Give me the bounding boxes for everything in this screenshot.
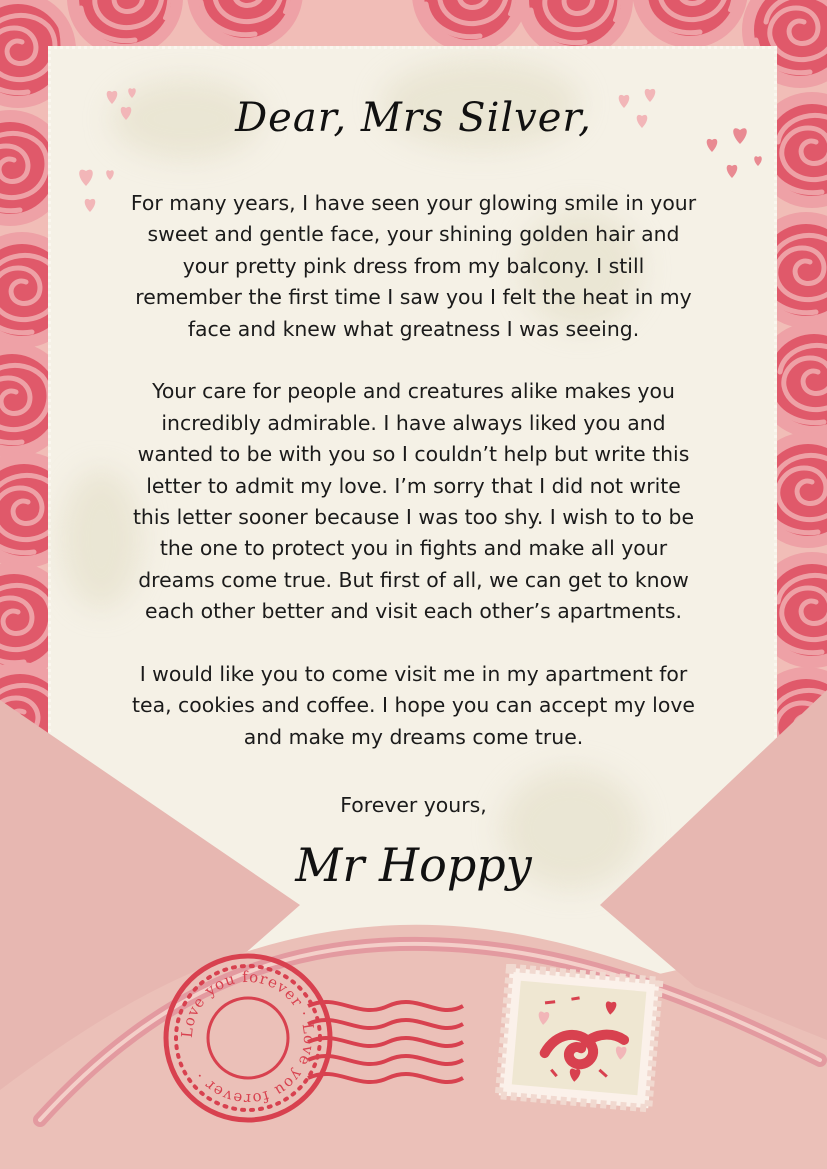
- postmark-icon: [158, 948, 468, 1128]
- svg-text:Love you forever · Love you fo: [178, 968, 318, 1108]
- letter-paragraph: I would like you to come visit me in my apartment for tea, cookies and coffee. I hope you can accept my love and make my dreams come true.: [132, 662, 695, 749]
- letter-paragraph: For many years, I have seen your glowing smile in your sweet and gentle face, your shining golden hair and your pretty pink dress from my balcony. I still remember the first time I saw you I felt the heat in my face and knew what greatness I was seeing.: [130, 191, 697, 341]
- heart-icon: [70, 160, 130, 220]
- letter-paragraph: Your care for people and creatures alike makes you incredibly admirable. I have always liked you and wanted to be with you so I couldn’t help but write this letter to admit my love. I’m sorry that I did not write this letter sooner because I was too shy. I wish to to be the one to protect you in fights and make all your dreams come true. But first of all, we can get to know each other better and visit each other’s apartments.: [132, 379, 695, 624]
- letter-salutation: Dear, Mrs Silver,: [235, 95, 592, 141]
- postmark-text: Love you forever · Love you forever ·: [177, 967, 319, 1109]
- letter-signature: Mr Hoppy: [295, 838, 532, 892]
- letter-body: [130, 188, 697, 785]
- letter-closing: Forever yours,: [340, 793, 487, 817]
- stamp-icon: [490, 964, 668, 1114]
